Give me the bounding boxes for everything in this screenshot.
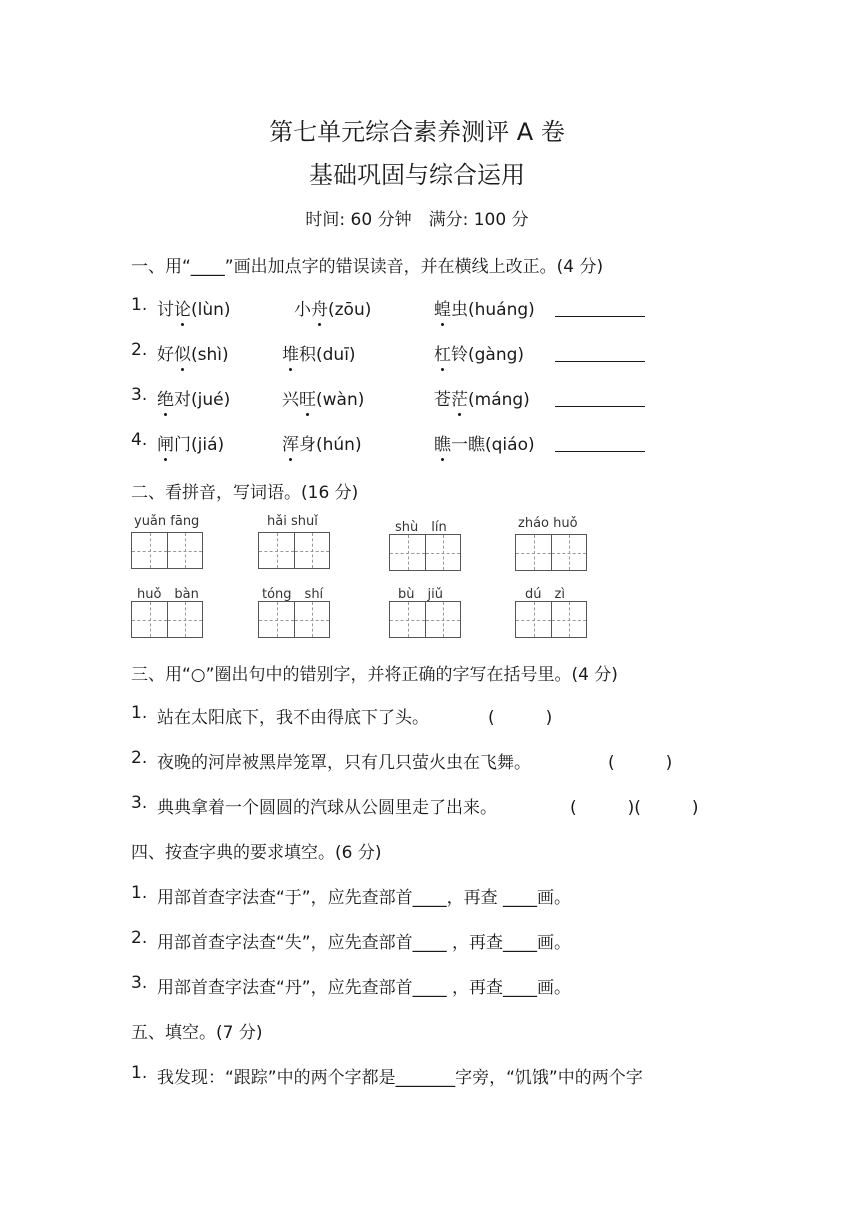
answer-blank[interactable] xyxy=(555,388,645,407)
sentence-text: 站在太阳底下，我不由得底下了头。 xyxy=(157,708,429,728)
item-number: 3. xyxy=(131,385,148,405)
sentence-text: 典典拿着一个圆圆的汽球从公圆里走了出来。 xyxy=(157,798,497,818)
question-text: 用部首查字法查“于”，应先查部首____，再查 ____画。 xyxy=(157,888,572,908)
dotted-char: 浑 xyxy=(282,430,299,455)
grid-cell[interactable] xyxy=(390,602,425,637)
dotted-char: 茫 xyxy=(451,385,468,410)
writing-grid[interactable] xyxy=(258,601,330,638)
section-5-heading: 五、填空。(7 分) xyxy=(131,1023,263,1043)
item-number: 4. xyxy=(131,430,148,450)
exam-meta: 时间: 60 分钟 满分: 100 分 xyxy=(305,210,529,230)
writing-grid[interactable] xyxy=(515,534,587,571)
writing-grid[interactable] xyxy=(258,532,330,569)
grid-cell[interactable] xyxy=(294,602,329,637)
dotted-char: 蝗 xyxy=(434,295,451,320)
sentence-text: 夜晚的河岸被黑岸笼罩，只有几只萤火虫在飞舞。 xyxy=(157,753,531,773)
word-c: 瞧一瞧(qiáo) xyxy=(434,430,535,455)
pinyin-label: yuǎn fāng xyxy=(134,514,200,529)
writing-grid[interactable] xyxy=(389,601,461,638)
question-text: 用部首查字法查“失”，应先查部首____ ，再查____画。 xyxy=(157,933,572,953)
word-b: 堆积(duī) xyxy=(282,340,356,365)
grid-cell[interactable] xyxy=(259,602,294,637)
page-title: 第七单元综合素养测评 A 卷 xyxy=(269,118,565,146)
dotted-char: 旺 xyxy=(299,385,316,410)
item-number: 2. xyxy=(131,928,148,948)
dotted-char: 论 xyxy=(174,295,191,320)
answer-blank[interactable] xyxy=(555,343,645,362)
item-number: 2. xyxy=(131,748,148,768)
grid-cell[interactable] xyxy=(551,602,586,637)
question-text: 用部首查字法查“丹”，应先查部首____ ，再查____画。 xyxy=(157,978,572,998)
item-number: 1. xyxy=(131,883,148,903)
item-number: 2. xyxy=(131,340,148,360)
pinyin-label: huǒ bàn xyxy=(137,587,199,602)
word-c: 蝗虫(huáng) xyxy=(434,295,535,320)
word-c: 杠铃(gàng) xyxy=(434,340,524,365)
dotted-char: 堆 xyxy=(282,340,299,365)
pinyin-label: dú zì xyxy=(525,587,565,602)
item-number: 1. xyxy=(131,703,148,723)
dotted-char: 似 xyxy=(174,340,191,365)
answer-brackets[interactable]: ( )( ) xyxy=(570,798,699,818)
section-4-heading: 四、按查字典的要求填空。(6 分) xyxy=(131,843,382,863)
dotted-char: 绝 xyxy=(157,385,174,410)
word-a: 好似(shì) xyxy=(157,340,229,365)
grid-cell[interactable] xyxy=(259,533,294,568)
grid-cell[interactable] xyxy=(294,533,329,568)
grid-cell[interactable] xyxy=(425,602,460,637)
item-number: 1. xyxy=(131,1063,148,1083)
word-c: 苍茫(máng) xyxy=(434,385,530,410)
pinyin-label: zháo huǒ xyxy=(518,516,578,531)
pinyin-label: shù lín xyxy=(395,520,447,535)
writing-grid[interactable] xyxy=(389,534,461,571)
word-a: 绝对(jué) xyxy=(157,385,230,410)
answer-brackets[interactable]: ( ) xyxy=(608,753,673,773)
dotted-char: 闸 xyxy=(157,430,174,455)
answer-blank[interactable] xyxy=(555,298,645,317)
pinyin-label: hǎi shuǐ xyxy=(267,514,318,529)
grid-cell[interactable] xyxy=(167,533,202,568)
word-b: 兴旺(wàn) xyxy=(282,385,364,410)
word-b: 浑身(hún) xyxy=(282,430,362,455)
grid-cell[interactable] xyxy=(551,535,586,570)
item-number: 3. xyxy=(131,793,148,813)
pinyin-label: tóng shí xyxy=(262,587,324,602)
grid-cell[interactable] xyxy=(425,535,460,570)
answer-blank[interactable] xyxy=(555,433,645,452)
dotted-char: 瞧 xyxy=(434,430,451,455)
word-b: 小舟(zōu) xyxy=(294,295,371,320)
section-3-heading: 三、用“○”圈出句中的错别字，并将正确的字写在括号里。(4 分) xyxy=(131,665,618,685)
grid-cell[interactable] xyxy=(167,602,202,637)
writing-grid[interactable] xyxy=(131,532,203,569)
grid-cell[interactable] xyxy=(132,602,167,637)
dotted-char: 杠 xyxy=(434,340,451,365)
section-2-heading: 二、看拼音，写词语。(16 分) xyxy=(131,483,359,503)
word-a: 闸门(jiá) xyxy=(157,430,224,455)
item-number: 1. xyxy=(131,295,148,315)
grid-cell[interactable] xyxy=(390,535,425,570)
grid-cell[interactable] xyxy=(516,535,551,570)
section-1-heading: 一、用“____”画出加点字的错误读音，并在横线上改正。(4 分) xyxy=(131,257,604,277)
item-number: 3. xyxy=(131,973,148,993)
writing-grid[interactable] xyxy=(131,601,203,638)
writing-grid[interactable] xyxy=(515,601,587,638)
word-a: 讨论(lùn) xyxy=(157,295,231,320)
question-text: 我发现：“跟踪”中的两个字都是_______字旁，“饥饿”中的两个字 xyxy=(157,1068,643,1088)
grid-cell[interactable] xyxy=(132,533,167,568)
dotted-char: 舟 xyxy=(311,295,328,320)
page-subtitle: 基础巩固与综合运用 xyxy=(309,161,525,189)
pinyin-label: bù jiǔ xyxy=(398,587,443,602)
answer-brackets[interactable]: ( ) xyxy=(488,708,553,728)
grid-cell[interactable] xyxy=(516,602,551,637)
